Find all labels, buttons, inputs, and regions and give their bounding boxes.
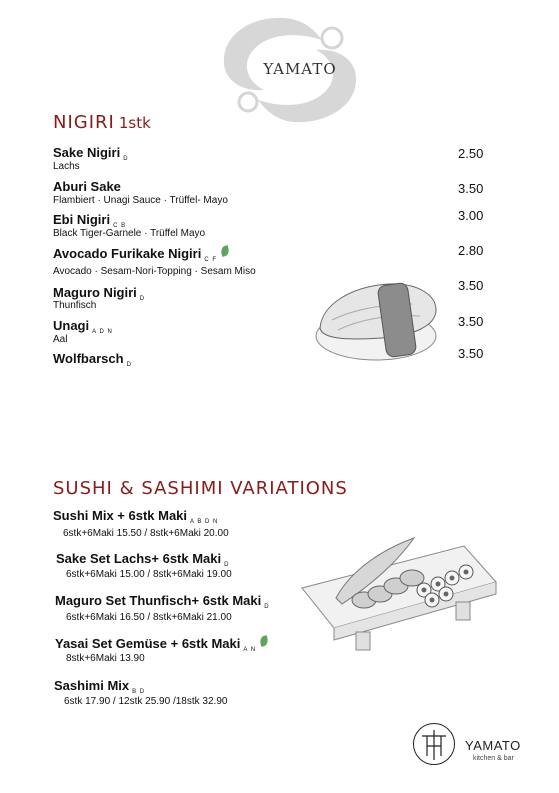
- set-name-text: Maguro Set Thunfisch+ 6stk Maki: [55, 593, 262, 608]
- menu-item-price: 2.80: [458, 243, 484, 258]
- menu-item-desc: Flambiert · Unagi Sauce · Trüffel- Mayo: [53, 195, 228, 206]
- menu-item-desc: Lachs: [53, 161, 80, 172]
- set-item-name: [55, 593, 270, 610]
- allergen-codes: B D: [132, 689, 146, 695]
- sushi-section-title: SUSHI & SASHIMI VARIATIONS: [53, 478, 348, 499]
- set-name-text: Sashimi Mix: [54, 678, 130, 693]
- item-name-text: Aburi Sake: [53, 179, 121, 194]
- allergen-codes: D: [123, 156, 129, 162]
- allergen-codes: D: [139, 296, 146, 302]
- set-name-text: Sushi Mix + 6stk Maki: [53, 508, 188, 523]
- set-item-prices: 6stk+6Maki 15.50 / 8stk+6Maki 20.00: [63, 528, 229, 539]
- menu-item-name: [53, 179, 121, 194]
- leaf-icon: [259, 635, 269, 647]
- item-name-text: Maguro Nigiri: [53, 285, 137, 300]
- brand-name: YAMATO: [465, 738, 521, 753]
- allergen-codes: A D N: [92, 329, 113, 335]
- brand-footer: [413, 723, 533, 769]
- allergen-codes: C F: [204, 257, 218, 263]
- allergen-codes: A N: [243, 647, 257, 653]
- nigiri-title-suffix: 1stk: [118, 114, 151, 132]
- menu-item-desc: Aal: [53, 334, 68, 345]
- allergen-codes: D: [126, 362, 132, 368]
- set-item-name: [54, 678, 145, 695]
- sushi-platter-illustration-icon: [296, 528, 501, 678]
- set-name-text: Yasai Set Gemüse + 6stk Maki: [55, 636, 241, 651]
- item-name-text: Unagi: [53, 318, 90, 333]
- menu-item-price: 3.50: [458, 346, 484, 361]
- set-item-name: [56, 551, 229, 568]
- menu-item-desc: Black Tiger-Garnele · Trüffel Mayo: [53, 228, 206, 239]
- nigiri-section-title: [53, 112, 151, 133]
- item-name-text: Avocado Furikake Nigiri: [53, 246, 202, 261]
- allergen-codes: C B: [113, 223, 127, 229]
- set-item-prices: 6stk+6Maki 16.50 / 8stk+6Maki 21.00: [66, 612, 232, 623]
- menu-item-price: 3.50: [458, 314, 484, 329]
- menu-item-desc: Avocado · Sesam-Nori-Topping · Sesam Miso: [53, 266, 256, 277]
- set-item-prices: 8stk+6Maki 13.90: [66, 653, 145, 664]
- set-name-text: Sake Set Lachs+ 6stk Maki: [56, 551, 222, 566]
- top-logo: [214, 10, 364, 130]
- set-item-name: [53, 508, 218, 525]
- item-name-text: Wolfbarsch: [53, 351, 124, 366]
- item-name-text: Sake Nigiri: [53, 145, 121, 160]
- nigiri-title: NIGIRI: [53, 112, 115, 133]
- allergen-codes: D: [264, 604, 270, 610]
- brand-subtitle: kitchen & bar: [473, 755, 514, 762]
- menu-item-price: 3.50: [458, 181, 484, 196]
- menu-item-price: 2.50: [458, 146, 484, 161]
- nigiri-illustration-icon: [312, 270, 442, 370]
- set-item-prices: 6stk 17.90 / 12stk 25.90 /18stk 32.90: [64, 696, 228, 707]
- allergen-codes: A B D N: [190, 519, 219, 525]
- menu-item-name: [53, 246, 229, 263]
- set-item-name: [55, 636, 268, 653]
- leaf-icon: [220, 245, 230, 257]
- item-name-text: Ebi Nigiri: [53, 212, 111, 227]
- menu-item-price: 3.00: [458, 208, 484, 223]
- menu-item-desc: Thunfisch: [53, 300, 97, 311]
- logo-text: YAMATO: [263, 60, 337, 78]
- menu-item-name: [53, 351, 132, 368]
- set-item-prices: 6stk+6Maki 15.00 / 8stk+6Maki 19.00: [66, 569, 232, 580]
- yamato-emblem-icon: [413, 723, 455, 765]
- menu-item-name: [53, 318, 113, 335]
- allergen-codes: D: [224, 562, 230, 568]
- menu-item-price: 3.50: [458, 278, 484, 293]
- menu-item-name: [53, 212, 126, 229]
- menu-item-name: [53, 145, 129, 162]
